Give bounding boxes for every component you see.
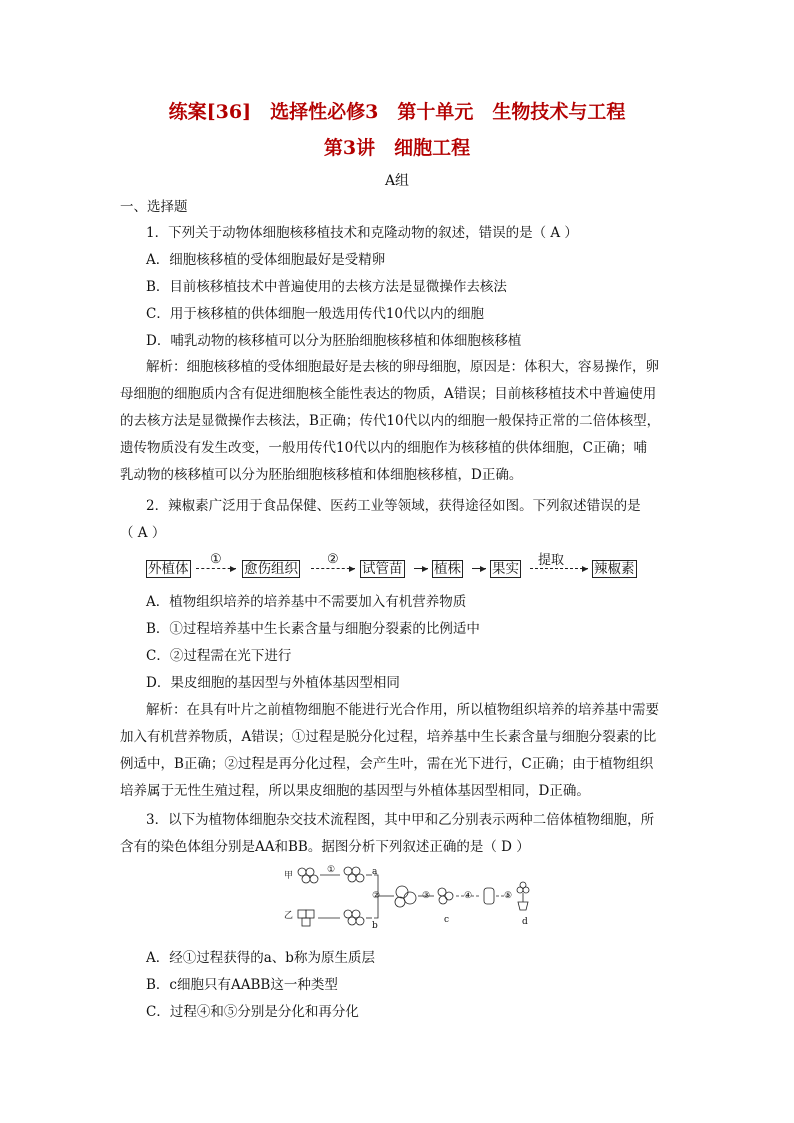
q1-analysis-line: 的去核方法是显微操作去核法，B正确；传代10代以内的细胞一般保持正常的二倍体核型， bbox=[120, 413, 661, 429]
q1-analysis-line: 遗传物质没有发生改变，一般用传代10代以内的细胞作为核移植的供体细胞，C正确；哺 bbox=[120, 440, 648, 456]
flow-node-plantlet: 试管苗 bbox=[362, 561, 403, 577]
q1-analysis-line: 乳动物的核移植可以分为胚胎细胞核移植和体细胞核移植，D正确。 bbox=[120, 467, 523, 483]
flow-node-fruit: 果实 bbox=[492, 561, 519, 577]
q3-hybridization-figure bbox=[282, 862, 542, 934]
label-d: d bbox=[522, 917, 528, 927]
q2-option-c: C．②过程需在光下进行 bbox=[146, 648, 292, 664]
flow-arrow-2 bbox=[311, 552, 355, 570]
flow-node-explant: 外植体 bbox=[148, 561, 189, 577]
label-b: b bbox=[372, 921, 378, 931]
q2-flow-diagram bbox=[146, 552, 635, 582]
lecture-title: 第3讲 细胞工程 bbox=[323, 137, 471, 159]
q2-analysis-line: 培养属于无性生殖过程，所以果皮细胞的基因型与外植体基因型相同，D正确。 bbox=[120, 783, 590, 799]
section-heading: 一、选择题 bbox=[120, 199, 188, 215]
q3-option-a: A．经①过程获得的a、b称为原生质层 bbox=[146, 950, 375, 966]
q2-analysis-line: 加入有机营养物质，A错误；①过程是脱分化过程，培养基中生长素含量与细胞分裂素的比 bbox=[120, 729, 657, 745]
label-jia: 甲 bbox=[284, 871, 294, 881]
q2-option-b: B．①过程培养基中生长素含量与细胞分裂素的比例适中 bbox=[146, 621, 480, 637]
flow-node-capsaicin: 辣椒素 bbox=[594, 561, 635, 577]
label-c: c bbox=[444, 915, 450, 925]
q2-analysis-line: 解析：在具有叶片之前植物细胞不能进行光合作用，所以植物组织培养的培养基中需要 bbox=[146, 702, 659, 718]
q1-stem: 1．下列关于动物体细胞核移植技术和克隆动物的叙述，错误的是（ A ） bbox=[146, 225, 578, 241]
q1-option-c: C．用于核移植的供体细胞一般选用传代10代以内的细胞 bbox=[146, 306, 485, 322]
flow-arrow-4 bbox=[472, 568, 486, 570]
label-step3: ③ bbox=[422, 891, 431, 901]
q2-option-d: D．果皮细胞的基因型与外植体基因型相同 bbox=[146, 675, 400, 691]
flow-node-plant: 植株 bbox=[434, 561, 461, 577]
q1-option-d: D．哺乳动物的核移植可以分为胚胎细胞核移植和体细胞核移植 bbox=[146, 333, 522, 349]
flow-arrow-5 bbox=[530, 553, 588, 570]
flow-arrow-label-1: ① bbox=[210, 552, 222, 567]
label-step4: ④ bbox=[464, 891, 473, 901]
q1-option-a: A．细胞核移植的受体细胞最好是受精卵 bbox=[146, 252, 386, 268]
q3-option-b: B．c细胞只有AABB这一种类型 bbox=[146, 977, 338, 993]
q1-option-b: B．目前核移植技术中普遍使用的去核方法是显微操作去核法 bbox=[146, 279, 507, 295]
q2-stem-answer: （ A ） bbox=[120, 525, 166, 541]
label-yi: 乙 bbox=[284, 911, 294, 921]
flow-node-callus: 愈伤组织 bbox=[244, 561, 298, 577]
q1-analysis-line: 解析：细胞核移植的受体细胞最好是去核的卵母细胞，原因是：体积大，容易操作，卵 bbox=[146, 359, 659, 375]
q2-stem: 2．辣椒素广泛用于食品保健、医药工业等领域，获得途径如图。下列叙述错误的是 bbox=[146, 498, 641, 514]
q2-option-a: A．植物组织培养的培养基中不需要加入有机营养物质 bbox=[146, 594, 467, 610]
label-step5: ⑤ bbox=[504, 891, 513, 901]
flow-arrow-label-5: 提取 bbox=[538, 553, 565, 568]
group-label: A组 bbox=[384, 173, 410, 189]
flow-arrow-label-2: ② bbox=[327, 552, 339, 567]
label-a: a bbox=[372, 867, 378, 877]
q1-analysis-line: 母细胞的细胞质内含有促进细胞核全能性表达的物质，A错误；目前核移植技术中普遍使用 bbox=[120, 386, 657, 402]
flow-arrow-3 bbox=[414, 568, 428, 570]
flow-arrow-1 bbox=[196, 552, 236, 570]
page-title: 练案[36] 选择性必修3 第十单元 生物技术与工程 bbox=[168, 101, 626, 123]
q3-option-c: C．过程④和⑤分别是分化和再分化 bbox=[146, 1004, 359, 1020]
label-step2: ② bbox=[372, 891, 381, 901]
q3-stem: 3．以下为植物体细胞杂交技术流程图，其中甲和乙分别表示两种二倍体植物细胞，所 bbox=[146, 812, 655, 828]
q2-analysis-line: 例适中，B正确；②过程是再分化过程，会产生叶，需在光下进行，C正确；由于植物组织 bbox=[120, 756, 654, 772]
label-step1: ① bbox=[327, 865, 336, 875]
q3-stem-cont: 含有的染色体组分别是AA和BB。据图分析下列叙述正确的是（ D ） bbox=[120, 839, 530, 855]
